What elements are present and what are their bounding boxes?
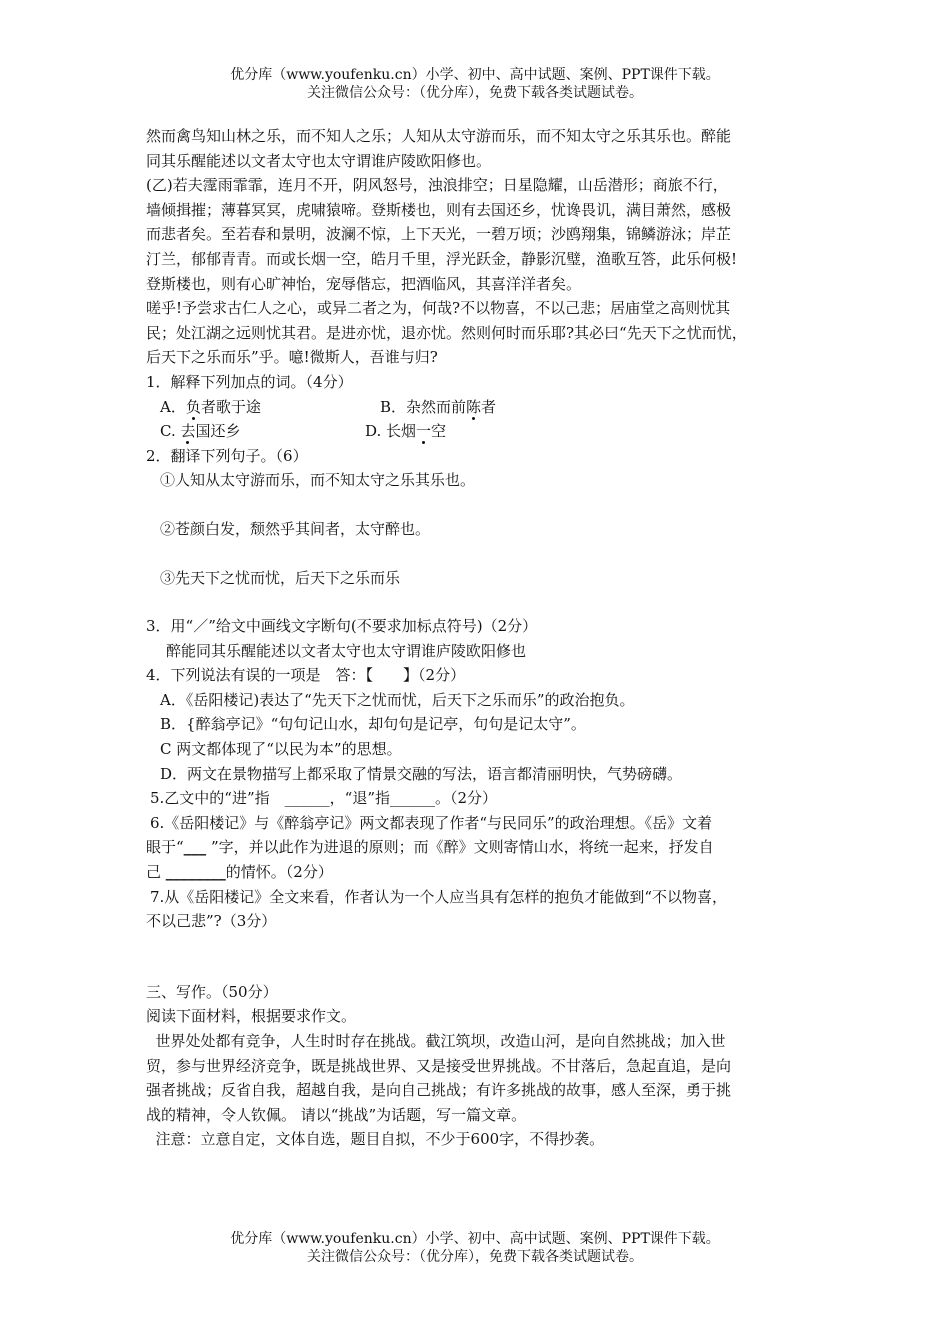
exam-content xyxy=(146,124,818,1152)
page-header xyxy=(0,66,950,102)
answer-blank: ___ xyxy=(183,838,207,857)
writing-body-line: 强者挑战；反省自我，超越自我，是向自己挑战；有许多挑战的故事，感人至深，勇于挑 xyxy=(146,1081,732,1100)
passage-line: 民；处江湖之远则忧其君。是进亦忧，退亦忧。然则何时而乐耶?其必曰“先天下之忧而忧， xyxy=(146,323,747,342)
passage-line: 后天下之乐而乐”乎。噫!微斯人，吾谁与归? xyxy=(146,348,438,367)
option-a: A．负者歌于途 xyxy=(160,397,261,416)
passage-line: 同其乐醒能述以文者太守也太守谓谁庐陵欧阳修也。 xyxy=(146,151,492,170)
writing-body-line: 贸，参与世界经济竞争，既是挑战世界、又是接受世界挑战。不甘落后，急起直追，是向 xyxy=(146,1056,732,1075)
dotted-word: 去 xyxy=(180,422,196,441)
answer-blank: ______ xyxy=(390,789,435,808)
question-4-option-a: A．《岳阳楼记)表达了“先天下之忧而忧，后天下之乐而乐”的政治抱负。 xyxy=(160,690,635,709)
question-1-options-row-1 xyxy=(146,395,818,420)
passage-line: 登斯楼也，则有心旷神怡，宠辱偕忘，把酒临风，其喜洋洋者矣。 xyxy=(146,274,582,293)
question-2-title: 2．翻译下列句子。（6） xyxy=(146,446,308,465)
dotted-word: 负 xyxy=(185,397,201,416)
writing-note: 注意：立意自定，文体自选，题目自拟，不少于600字，不得抄袭。 xyxy=(146,1130,605,1149)
translate-sentence-2: ②苍颜白发，颓然乎其间者，太守醉也。 xyxy=(160,519,431,538)
question-6-line-1: 6.《岳阳楼记》与《醉翁亭记》两文都表现了作者“与民同乐”的政治理想。《岳》文着 xyxy=(150,813,713,832)
question-1-options-row-2 xyxy=(146,419,818,444)
translate-sentence-1: ①人知从太守游而乐，而不知太守之乐其乐也。 xyxy=(160,471,476,490)
question-4-option-d: D．两文在景物描写上都采取了情景交融的写法，语言都清丽明快，气势磅礴。 xyxy=(160,764,683,783)
question-4-option-b: B．{醉翁亭记》“句句记山水，却句句是记亭，句句是记太守”。 xyxy=(160,715,586,734)
question-1-title: 1．解释下列加点的词。（4分） xyxy=(146,372,353,391)
answer-blank: ________ xyxy=(165,863,226,882)
passage-line: 而悲者矣。至若春和景明，波澜不惊，上下天光，一碧万顷；沙鸥翔集，锦鳞游泳；岸芷 xyxy=(146,225,732,244)
option-b: B．杂然而前陈者 xyxy=(380,397,497,416)
question-7-line-2: 不以己悲”?（3分） xyxy=(146,912,277,931)
page-footer xyxy=(0,1230,950,1266)
question-7-line-1: 7.从《岳阳楼记》全文来看，作者认为一个人应当具有怎样的抱负才能做到“不以物喜， xyxy=(150,887,727,906)
header-line-2: 关注微信公众号：（优分库），免费下载各类试题试卷。 xyxy=(307,85,643,101)
answer-blank: ______ xyxy=(284,789,330,808)
question-3-title: 3．用“／”给文中画线文字断句(不要求加标点符号)（2分） xyxy=(146,617,538,636)
writing-body-line: 世界处处都有竞争，人生时时存在挑战。截江筑坝，改造山河，是向自然挑战；加入世 xyxy=(146,1032,726,1050)
passage-line: 墙倾揖摧；薄暮冥冥，虎啸猿啼。登斯楼也，则有去国还乡，忧谗畏讥，满目萧然，感极 xyxy=(146,200,732,219)
header-line-1: 优分库（www.youfenku.cn）小学、初中、高中试题、案例、PPT课件下载。 xyxy=(230,67,720,83)
passage-line: 嗟乎!予尝求古仁人之心，或异二者之为，何哉?不以物喜，不以己悲；居庙堂之高则忧其 xyxy=(146,299,731,318)
passage-line: (乙)若夫霪雨霏霏，连月不开，阴风怒号，浊浪排空；日星隐耀，山岳潜形；商旅不行， xyxy=(146,176,728,195)
option-c: C. 去国还乡 xyxy=(160,422,241,441)
question-4-title: 4．下列说法有误的一项是 答：【 】（2分） xyxy=(146,666,466,685)
dotted-word: 陈 xyxy=(466,397,482,416)
writing-instruction: 阅读下面材料，根据要求作文。 xyxy=(146,1007,357,1026)
question-6-line-2: 眼于“___ ”字，并以此作为进退的原则；而《醉》文则寄情山水，将统一起来，抒发自 xyxy=(146,838,714,857)
writing-title: 三、写作。（50分） xyxy=(146,982,278,1001)
question-5: 5.乙文中的“进”指 ______，“退”指______。（2分） xyxy=(150,789,498,808)
question-3-text: 醉能同其乐醒能述以文者太守也太守谓谁庐陵欧阳修也 xyxy=(166,641,527,660)
question-4-option-c: C 两文都体现了“以民为本”的思想。 xyxy=(160,740,402,759)
option-d: D. 长烟一空 xyxy=(365,422,447,441)
footer-line-1: 优分库（www.youfenku.cn）小学、初中、高中试题、案例、PPT课件下载。 xyxy=(230,1231,720,1247)
question-6-line-3: 己 ________的情怀。（2分） xyxy=(146,863,333,882)
writing-body-line: 战的精神，令人钦佩。 请以“挑战”为话题，写一篇文章。 xyxy=(146,1105,527,1124)
footer-line-2: 关注微信公众号：（优分库），免费下载各类试题试卷。 xyxy=(307,1249,643,1265)
dotted-word: 一 xyxy=(416,422,432,441)
passage-line: 然而禽鸟知山林之乐，而不知人之乐；人知从太守游而乐，而不知太守之乐其乐也。醉能 xyxy=(146,127,732,145)
translate-sentence-3: ③先天下之忧而忧，后天下之乐而乐 xyxy=(160,568,401,587)
passage-line: 汀兰，郁郁青青。而或长烟一空，皓月千里，浮光跃金，静影沉璧，渔歌互答，此乐何极! xyxy=(146,249,738,268)
